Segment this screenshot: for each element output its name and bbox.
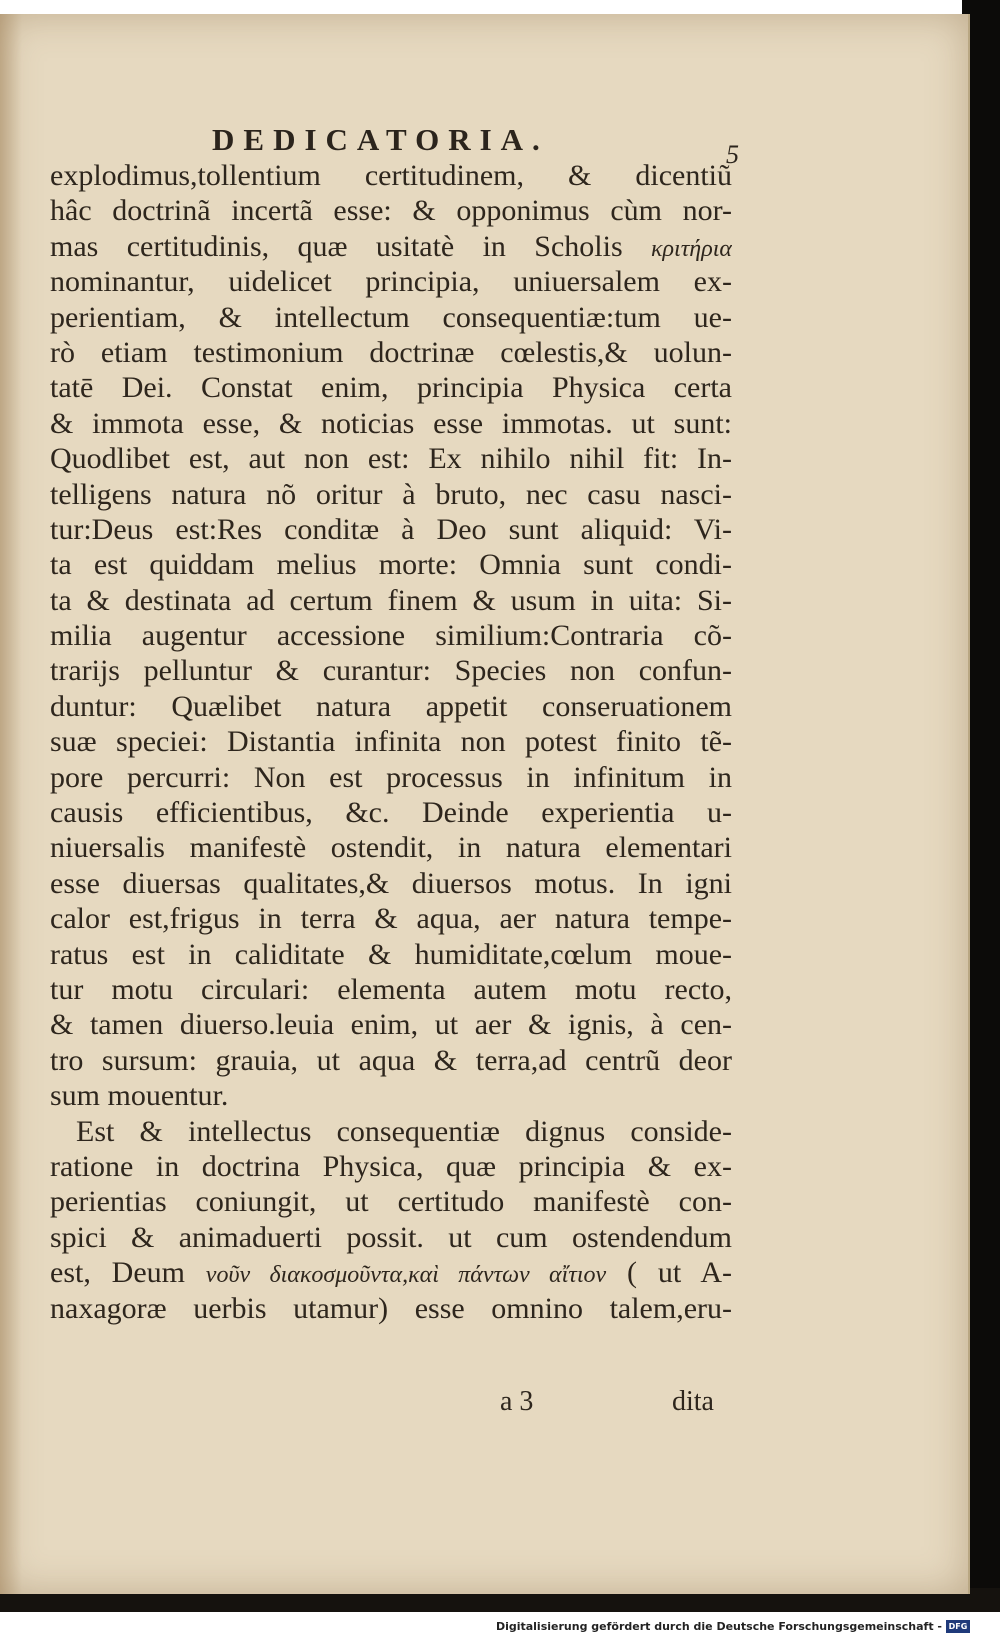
text-line [50, 512, 732, 547]
dfg-logo-icon: DFG [946, 1620, 970, 1633]
text-line [50, 300, 732, 335]
text-line [50, 1184, 732, 1219]
body-text [50, 158, 732, 1326]
text-line [50, 264, 732, 299]
text-line [50, 583, 732, 618]
line-text: rò etiam testimonium doctrinæ cœlestis,& uolun- [50, 335, 732, 369]
text-line [50, 866, 732, 901]
signature-mark: a 3 [500, 1386, 534, 1417]
line-text: ta & destinata ad certum finem & usum in uita: Si- [50, 583, 732, 617]
text-line [50, 335, 732, 370]
line-text: tur:Deus est:Res conditæ à Deo sunt aliquid: Vi- [50, 512, 732, 546]
text-line [50, 1291, 732, 1326]
text-line [50, 1220, 732, 1255]
line-text: Quodlibet est, aut non est: Ex nihilo nihil fit: In- [50, 442, 732, 476]
text-line [50, 972, 732, 1007]
text-line [50, 406, 732, 441]
running-head: DEDICATORIA. [212, 122, 549, 157]
line-text: perientias coniungit, ut certitudo manifestè con- [50, 1185, 732, 1219]
line-text: tatē Dei. Constat enim, principia Physica certa [50, 371, 732, 405]
line-text: mas certitudinis, quæ usitatè in Scholis [50, 229, 651, 263]
digitization-credit [496, 1616, 970, 1636]
text-line [50, 1078, 732, 1113]
catchword: dita [672, 1386, 714, 1417]
text-line [50, 1149, 732, 1184]
text-line [50, 477, 732, 512]
line-text: esse diuersas qualitates,& diuersos motus. In igni [50, 866, 732, 900]
text-line [50, 193, 732, 228]
line-text: sum mouentur. [50, 1079, 229, 1113]
text-line [50, 901, 732, 936]
greek-phrase: κριτήρια [651, 235, 732, 262]
text-line [50, 1043, 732, 1078]
text-line [50, 795, 732, 830]
line-text: nominantur, uidelicet principia, uniuersalem ex- [50, 265, 732, 299]
text-line [50, 1255, 732, 1290]
line-text: milia augentur accessione similium:Contraria cõ- [50, 619, 732, 653]
line-text: ta est quiddam melius morte: Omnia sunt condi- [50, 548, 732, 582]
text-line [50, 1007, 732, 1042]
line-text: hâc doctrinã incertã esse: & opponimus cùm nor- [50, 194, 732, 228]
line-text: duntur: Quælibet natura appetit conseruationem [50, 689, 732, 723]
line-text-after: ( ut A- [606, 1256, 732, 1290]
text-line [50, 724, 732, 759]
line-text: explodimus,tollentium certitudinem, & dicentiũ [50, 159, 732, 192]
line-text: trarijs pelluntur & curantur: Species non confun- [50, 654, 732, 688]
line-text: naxagoræ uerbis utamur) esse omnino talem,eru- [50, 1291, 732, 1325]
line-text: est, Deum [50, 1256, 206, 1290]
greek-phrase: νοῦν διακοσμοῦντα,καὶ πάντων αἴτιον [205, 1262, 607, 1289]
line-text: tro sursum: grauia, ut aqua & terra,ad centrũ deor [50, 1043, 732, 1077]
line-text: telligens natura nõ oritur à bruto, nec casu nasci- [50, 477, 732, 511]
text-line [50, 830, 732, 865]
line-text: calor est,frigus in terra & aqua, aer natura tempe- [50, 902, 732, 936]
line-text: niuersalis manifestè ostendit, in natura elementari [50, 831, 732, 865]
text-line [50, 370, 732, 405]
line-text: & tamen diuerso.leuia enim, ut aer & ignis, à cen- [50, 1008, 732, 1042]
text-line [50, 158, 732, 193]
folio-number: 5 [726, 140, 739, 169]
line-text: spici & animaduerti possit. ut cum ostendendum [50, 1220, 732, 1254]
text-line [50, 229, 732, 264]
page-footer [500, 1386, 714, 1422]
line-text: Est & intellectus consequentiæ dignus conside- [76, 1114, 732, 1148]
text-line [50, 760, 732, 795]
text-line [50, 689, 732, 724]
text-line [50, 441, 732, 476]
line-text: pore percurri: Non est processus in infinitum in [50, 760, 732, 794]
line-text: ratus est in caliditate & humiditate,cœlum moue- [50, 937, 732, 971]
line-text: perientiam, & intellectum consequentiæ:tum ue- [50, 300, 732, 334]
line-text: suæ speciei: Distantia infinita non potest finito tẽ- [50, 725, 732, 759]
line-text: causis efficientibus, &c. Deinde experientia u- [50, 796, 732, 830]
credit-text: Digitalisierung gefördert durch die Deutsche Forschungsgemeinschaft - [495, 1619, 942, 1633]
page-stain [0, 14, 22, 1594]
line-text: & immota esse, & noticias esse immotas. ut sunt: [50, 406, 732, 440]
text-line [50, 1114, 732, 1149]
text-line [50, 547, 732, 582]
text-line [50, 653, 732, 688]
text-line [50, 618, 732, 653]
line-text: tur motu circulari: elementa autem motu recto, [50, 972, 732, 1006]
text-line [50, 937, 732, 972]
line-text: ratione in doctrina Physica, quæ principia & ex- [50, 1149, 732, 1183]
